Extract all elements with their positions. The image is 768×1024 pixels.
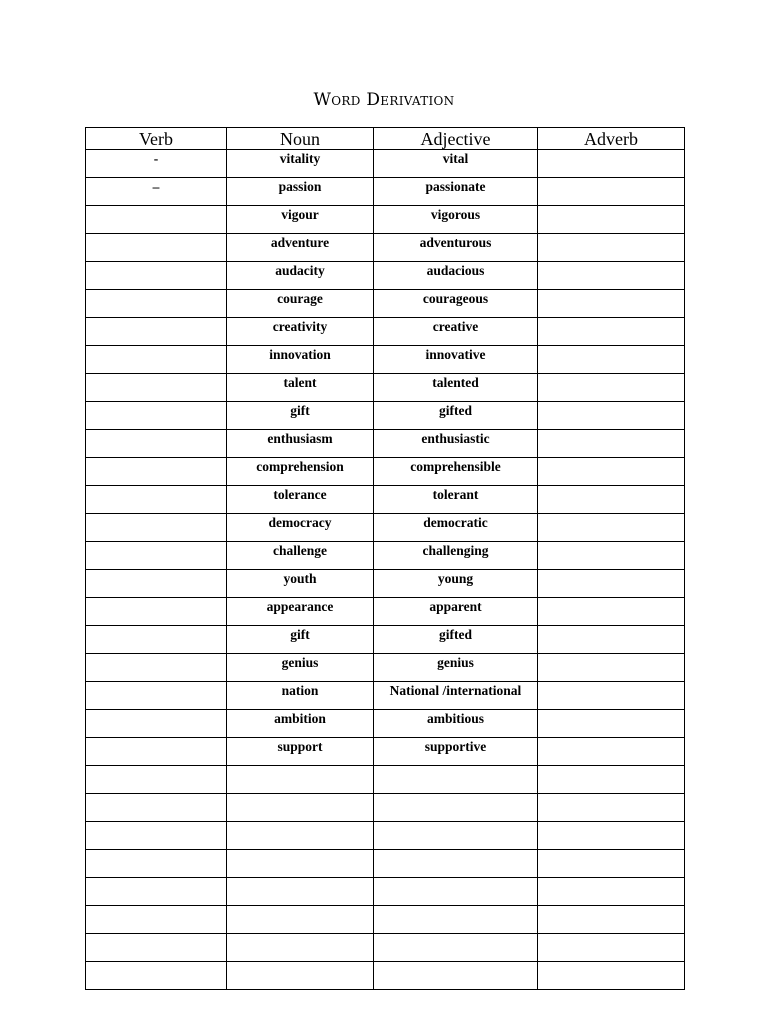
cell-adverb [538,206,685,234]
cell-adverb [538,850,685,878]
header-verb: Verb [86,128,227,150]
cell-verb [86,206,227,234]
cell-noun [227,766,374,794]
table-row [86,178,685,206]
page-title: Word Derivation [313,90,455,110]
table-row [86,822,685,850]
cell-verb [86,850,227,878]
table-row [86,626,685,654]
cell-adverb [538,430,685,458]
cell-verb [86,318,227,346]
table-row [86,318,685,346]
cell-adjective: innovative [374,346,538,374]
cell-adverb [538,346,685,374]
cell-verb [86,486,227,514]
cell-adverb [538,766,685,794]
cell-adjective [374,878,538,906]
cell-adverb [538,710,685,738]
header-adjective: Adjective [374,128,538,150]
cell-adverb [538,934,685,962]
cell-adverb [538,514,685,542]
header-noun: Noun [227,128,374,150]
cell-adjective: comprehensible [374,458,538,486]
cell-adjective: adventurous [374,234,538,262]
cell-adverb [538,654,685,682]
word-derivation-table [85,127,685,990]
cell-verb [86,598,227,626]
cell-adverb [538,318,685,346]
cell-adverb [538,290,685,318]
table-row [86,374,685,402]
cell-adjective [374,906,538,934]
cell-noun: democracy [227,514,374,542]
cell-adverb [538,458,685,486]
table-row [86,486,685,514]
cell-verb [86,878,227,906]
cell-adverb [538,822,685,850]
cell-adjective: creative [374,318,538,346]
table-row [86,682,685,710]
cell-noun [227,850,374,878]
cell-adverb [538,906,685,934]
cell-verb [86,682,227,710]
cell-adjective: challenging [374,542,538,570]
table-row [86,570,685,598]
cell-adverb [538,486,685,514]
cell-verb [86,906,227,934]
table-row [86,150,685,178]
cell-verb: - [86,150,227,178]
cell-noun [227,962,374,990]
table-row [86,906,685,934]
cell-verb [86,934,227,962]
cell-noun: gift [227,626,374,654]
table-row [86,430,685,458]
cell-adjective: tolerant [374,486,538,514]
cell-adjective: genius [374,654,538,682]
cell-adjective: audacious [374,262,538,290]
cell-adverb [538,626,685,654]
table-row [86,962,685,990]
cell-verb [86,962,227,990]
cell-adjective: talented [374,374,538,402]
cell-adjective: gifted [374,626,538,654]
cell-noun: passion [227,178,374,206]
cell-adverb [538,962,685,990]
cell-adverb [538,150,685,178]
cell-noun [227,878,374,906]
cell-adjective: vital [374,150,538,178]
cell-adverb [538,682,685,710]
cell-verb [86,346,227,374]
cell-adverb [538,234,685,262]
cell-verb [86,710,227,738]
cell-verb [86,542,227,570]
cell-adjective: gifted [374,402,538,430]
cell-verb [86,234,227,262]
cell-verb [86,430,227,458]
table-row [86,290,685,318]
cell-adverb [538,598,685,626]
cell-adverb [538,542,685,570]
cell-adjective: National /international [374,682,538,710]
cell-adjective: courageous [374,290,538,318]
cell-noun: courage [227,290,374,318]
cell-adjective [374,822,538,850]
cell-verb [86,794,227,822]
cell-verb [86,766,227,794]
cell-noun: youth [227,570,374,598]
cell-verb [86,654,227,682]
cell-noun: nation [227,682,374,710]
table-row [86,458,685,486]
table-row [86,654,685,682]
table-row [86,206,685,234]
cell-noun: comprehension [227,458,374,486]
cell-verb [86,570,227,598]
table-row [86,346,685,374]
cell-adjective: enthusiastic [374,430,538,458]
table-row [86,934,685,962]
table-row [86,738,685,766]
cell-noun: tolerance [227,486,374,514]
cell-noun: vigour [227,206,374,234]
cell-verb [86,458,227,486]
cell-adjective [374,962,538,990]
cell-noun: creativity [227,318,374,346]
header-adverb: Adverb [538,128,685,150]
table-row [86,710,685,738]
table-row [86,542,685,570]
cell-noun: ambition [227,710,374,738]
cell-adverb [538,262,685,290]
table-row [86,234,685,262]
cell-adverb [538,878,685,906]
cell-adverb [538,178,685,206]
cell-noun: talent [227,374,374,402]
cell-verb [86,626,227,654]
cell-adverb [538,374,685,402]
cell-verb [86,374,227,402]
cell-adjective [374,794,538,822]
cell-adjective: vigorous [374,206,538,234]
cell-noun: vitality [227,150,374,178]
cell-adjective [374,850,538,878]
cell-noun: enthusiasm [227,430,374,458]
cell-noun [227,822,374,850]
cell-verb [86,290,227,318]
table-row [86,794,685,822]
cell-noun: genius [227,654,374,682]
cell-adjective [374,934,538,962]
cell-noun [227,906,374,934]
cell-noun: audacity [227,262,374,290]
cell-adjective: democratic [374,514,538,542]
cell-noun: innovation [227,346,374,374]
cell-noun: support [227,738,374,766]
cell-noun: appearance [227,598,374,626]
cell-verb [86,822,227,850]
table-row [86,766,685,794]
cell-adjective: passionate [374,178,538,206]
cell-adverb [538,794,685,822]
cell-verb: – [86,178,227,206]
cell-verb [86,514,227,542]
cell-adjective: supportive [374,738,538,766]
cell-adverb [538,738,685,766]
cell-adjective: apparent [374,598,538,626]
cell-adjective: young [374,570,538,598]
cell-adverb [538,402,685,430]
cell-noun: adventure [227,234,374,262]
cell-adjective: ambitious [374,710,538,738]
table-row [86,878,685,906]
table-row [86,598,685,626]
table-row [86,262,685,290]
cell-noun [227,934,374,962]
cell-verb [86,402,227,430]
cell-noun [227,794,374,822]
table-row [86,850,685,878]
cell-adverb [538,570,685,598]
table-row [86,514,685,542]
cell-verb [86,262,227,290]
cell-adjective [374,766,538,794]
cell-noun: gift [227,402,374,430]
table-row [86,402,685,430]
cell-verb [86,738,227,766]
cell-noun: challenge [227,542,374,570]
table-header-row [86,128,685,150]
table-body [86,150,685,990]
